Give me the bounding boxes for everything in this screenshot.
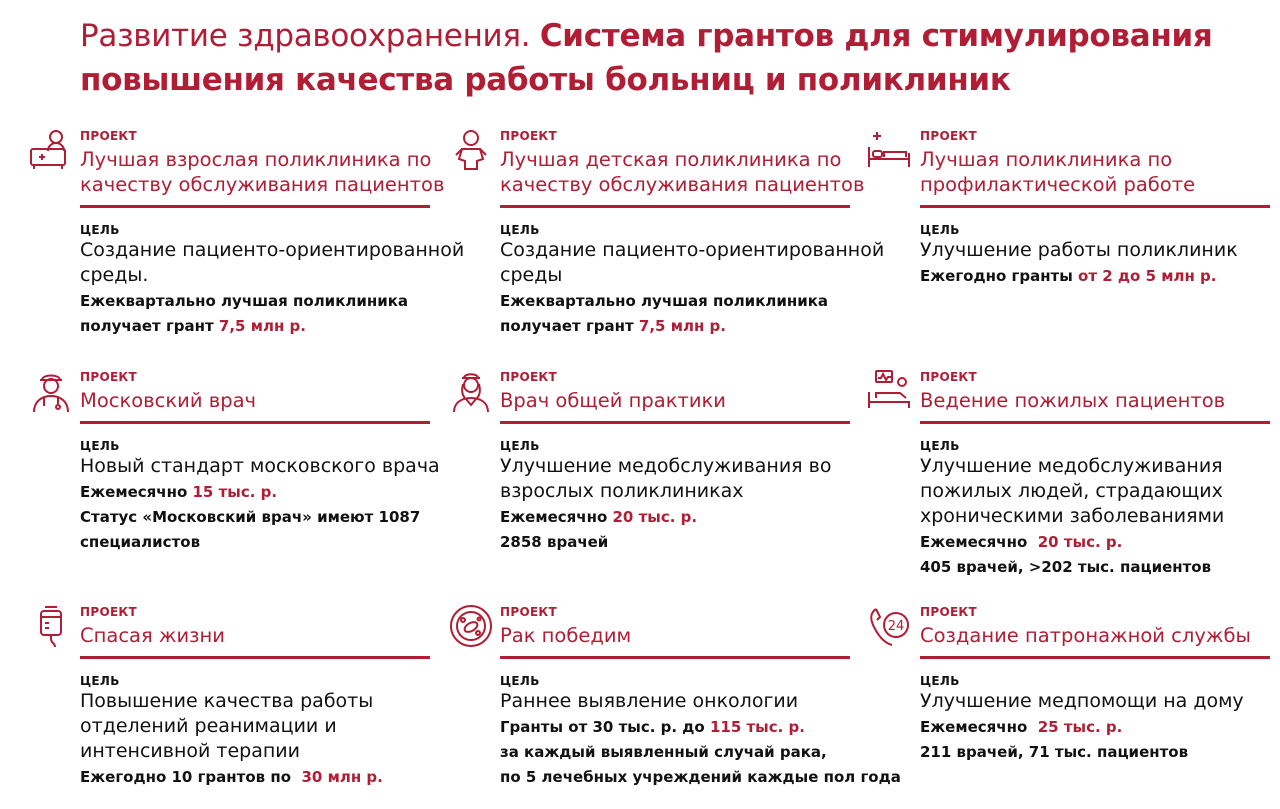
- goal-label: ЦЕЛЬ: [500, 439, 540, 453]
- project-name-line: Ведение пожилых пациентов: [920, 389, 1226, 412]
- project-label: ПРОЕКТ: [80, 129, 138, 143]
- goal-text-line: среды.: [80, 264, 149, 286]
- detail-text: по 5 лечебных учреждений каждые пол года: [500, 768, 901, 786]
- project-name-line: Спасая жизни: [80, 624, 225, 647]
- goal-text-line: Улучшение медпомощи на дому: [920, 690, 1244, 712]
- goal-text-line: хроническими заболеваниями: [920, 505, 1225, 527]
- detail-text: 405 врачей, >202 тыс. пациентов: [920, 558, 1212, 576]
- section-divider: [500, 421, 850, 424]
- detail-accent-value: 7,5 млн р.: [638, 317, 726, 335]
- baby-icon: [448, 127, 494, 173]
- goal-label: ЦЕЛЬ: [500, 674, 540, 688]
- detail-text: Ежемесячно: [80, 483, 193, 501]
- title-bold-line1: Система грантов для стимулирования: [539, 18, 1213, 54]
- goal-text-line: пожилых людей, страдающих: [920, 480, 1223, 502]
- project-name-line: качеству обслуживания пациентов: [80, 173, 445, 196]
- detail-line: [920, 715, 1122, 740]
- goal-text-line: Создание пациенто-ориентированной: [500, 239, 885, 261]
- goal-text-line: отделений реанимации и: [80, 715, 337, 737]
- section-divider: [80, 421, 430, 424]
- detail-line: [500, 314, 726, 339]
- section-divider: [920, 205, 1270, 208]
- detail-text: Ежегодно гранты: [920, 267, 1079, 285]
- detail-accent-value: 20 тыс. р.: [1037, 533, 1123, 551]
- detail-accent-value: 20 тыс. р.: [612, 508, 698, 526]
- goal-text-line: Раннее выявление онкологии: [500, 690, 799, 712]
- goal-text-line: интенсивной терапии: [80, 740, 300, 762]
- goal-label: ЦЕЛЬ: [500, 223, 540, 237]
- cell-icon: [448, 603, 494, 649]
- title-bold-line2: повышения качества работы больниц и поликлиник: [80, 62, 1011, 98]
- detail-text: Ежеквартально лучшая поликлиника: [80, 292, 409, 310]
- detail-text: Ежемесячно: [500, 508, 613, 526]
- doctor-icon: [28, 368, 74, 414]
- goal-text-line: взрослых поликлиниках: [500, 480, 744, 502]
- project-name-line: Лучшая поликлиника по: [920, 148, 1173, 171]
- detail-text: Ежегодно 10 грантов по: [80, 768, 302, 786]
- detail-line: [920, 264, 1217, 289]
- section-divider: [920, 421, 1270, 424]
- goal-label: ЦЕЛЬ: [80, 674, 120, 688]
- goal-text-line: Улучшение медобслуживания: [920, 455, 1223, 477]
- doctor-desk-icon: [28, 127, 74, 173]
- detail-line: [80, 505, 420, 530]
- detail-text: 2858 врачей: [500, 533, 609, 551]
- detail-text: Статус «Московский врач» имеют 1087: [80, 508, 421, 526]
- project-label: ПРОЕКТ: [80, 370, 138, 384]
- detail-text: Ежеквартально лучшая поликлиника: [500, 292, 829, 310]
- project-label: ПРОЕКТ: [500, 129, 558, 143]
- detail-accent-value: 30 млн р.: [301, 768, 383, 786]
- detail-line: [80, 765, 383, 790]
- detail-line: [920, 740, 1188, 765]
- detail-line: [920, 530, 1122, 555]
- goal-text-line: Создание пациенто-ориентированной: [80, 239, 465, 261]
- goal-label: ЦЕЛЬ: [80, 439, 120, 453]
- hospital-bed-icon: [866, 127, 912, 173]
- detail-accent-value: 115 тыс. р.: [709, 718, 805, 736]
- detail-line: [500, 740, 827, 765]
- female-doctor-icon: [448, 368, 494, 414]
- goal-label: ЦЕЛЬ: [920, 674, 960, 688]
- project-label: ПРОЕКТ: [80, 605, 138, 619]
- elderly-patient-icon: [866, 368, 912, 414]
- title-regular: Развитие здравоохранения.: [80, 18, 531, 54]
- goal-text-line: Улучшение работы поликлиник: [920, 239, 1238, 261]
- detail-line: [80, 530, 200, 555]
- project-name-line: Московский врач: [80, 389, 257, 412]
- svg-text:24: 24: [887, 619, 905, 634]
- detail-accent-value: 25 тыс. р.: [1037, 718, 1123, 736]
- goal-text-line: Новый стандарт московского врача: [80, 455, 440, 477]
- goal-label: ЦЕЛЬ: [80, 223, 120, 237]
- detail-line: [80, 289, 408, 314]
- project-label: ПРОЕКТ: [920, 129, 978, 143]
- detail-line: [500, 289, 828, 314]
- goal-text-line: среды: [500, 264, 563, 286]
- detail-accent-value: от 2 до 5 млн р.: [1078, 267, 1217, 285]
- goal-text-line: Улучшение медобслуживания во: [500, 455, 832, 477]
- detail-text: специалистов: [80, 533, 201, 551]
- project-label: ПРОЕКТ: [500, 605, 558, 619]
- section-divider: [80, 656, 430, 659]
- detail-accent-value: 7,5 млн р.: [218, 317, 306, 335]
- detail-text: получает грант: [80, 317, 219, 335]
- project-name-line: Создание патронажной службы: [920, 624, 1251, 647]
- iv-drip-icon: [28, 603, 74, 649]
- detail-line: [500, 765, 901, 790]
- detail-line: [80, 480, 277, 505]
- detail-text: Ежемесячно: [920, 533, 1038, 551]
- project-label: ПРОЕКТ: [500, 370, 558, 384]
- detail-line: [920, 555, 1211, 580]
- detail-line: [500, 505, 697, 530]
- detail-text: Гранты от 30 тыс. р. до: [500, 718, 710, 736]
- section-divider: [80, 205, 430, 208]
- detail-line: [500, 530, 608, 555]
- project-label: ПРОЕКТ: [920, 370, 978, 384]
- section-divider: [920, 656, 1270, 659]
- goal-text-line: Повышение качества работы: [80, 690, 374, 712]
- section-divider: [500, 205, 850, 208]
- detail-text: получает грант: [500, 317, 639, 335]
- goal-label: ЦЕЛЬ: [920, 223, 960, 237]
- detail-line: [500, 715, 805, 740]
- project-name-line: Лучшая взрослая поликлиника по: [80, 148, 432, 171]
- project-name-line: Лучшая детская поликлиника по: [500, 148, 842, 171]
- detail-text: 211 врачей, 71 тыс. пациентов: [920, 743, 1189, 761]
- goal-label: ЦЕЛЬ: [920, 439, 960, 453]
- detail-line: [80, 314, 306, 339]
- project-label: ПРОЕКТ: [920, 605, 978, 619]
- detail-text: Ежемесячно: [920, 718, 1038, 736]
- phone-24-icon: [866, 603, 912, 649]
- section-divider: [500, 656, 850, 659]
- detail-text: за каждый выявленный случай рака,: [500, 743, 827, 761]
- page-title: [80, 14, 1240, 102]
- project-name-line: Рак победим: [500, 624, 632, 647]
- detail-accent-value: 15 тыс. р.: [192, 483, 278, 501]
- project-name-line: профилактической работе: [920, 173, 1196, 196]
- project-name-line: Врач общей практики: [500, 389, 726, 412]
- project-name-line: качеству обслуживания пациентов: [500, 173, 865, 196]
